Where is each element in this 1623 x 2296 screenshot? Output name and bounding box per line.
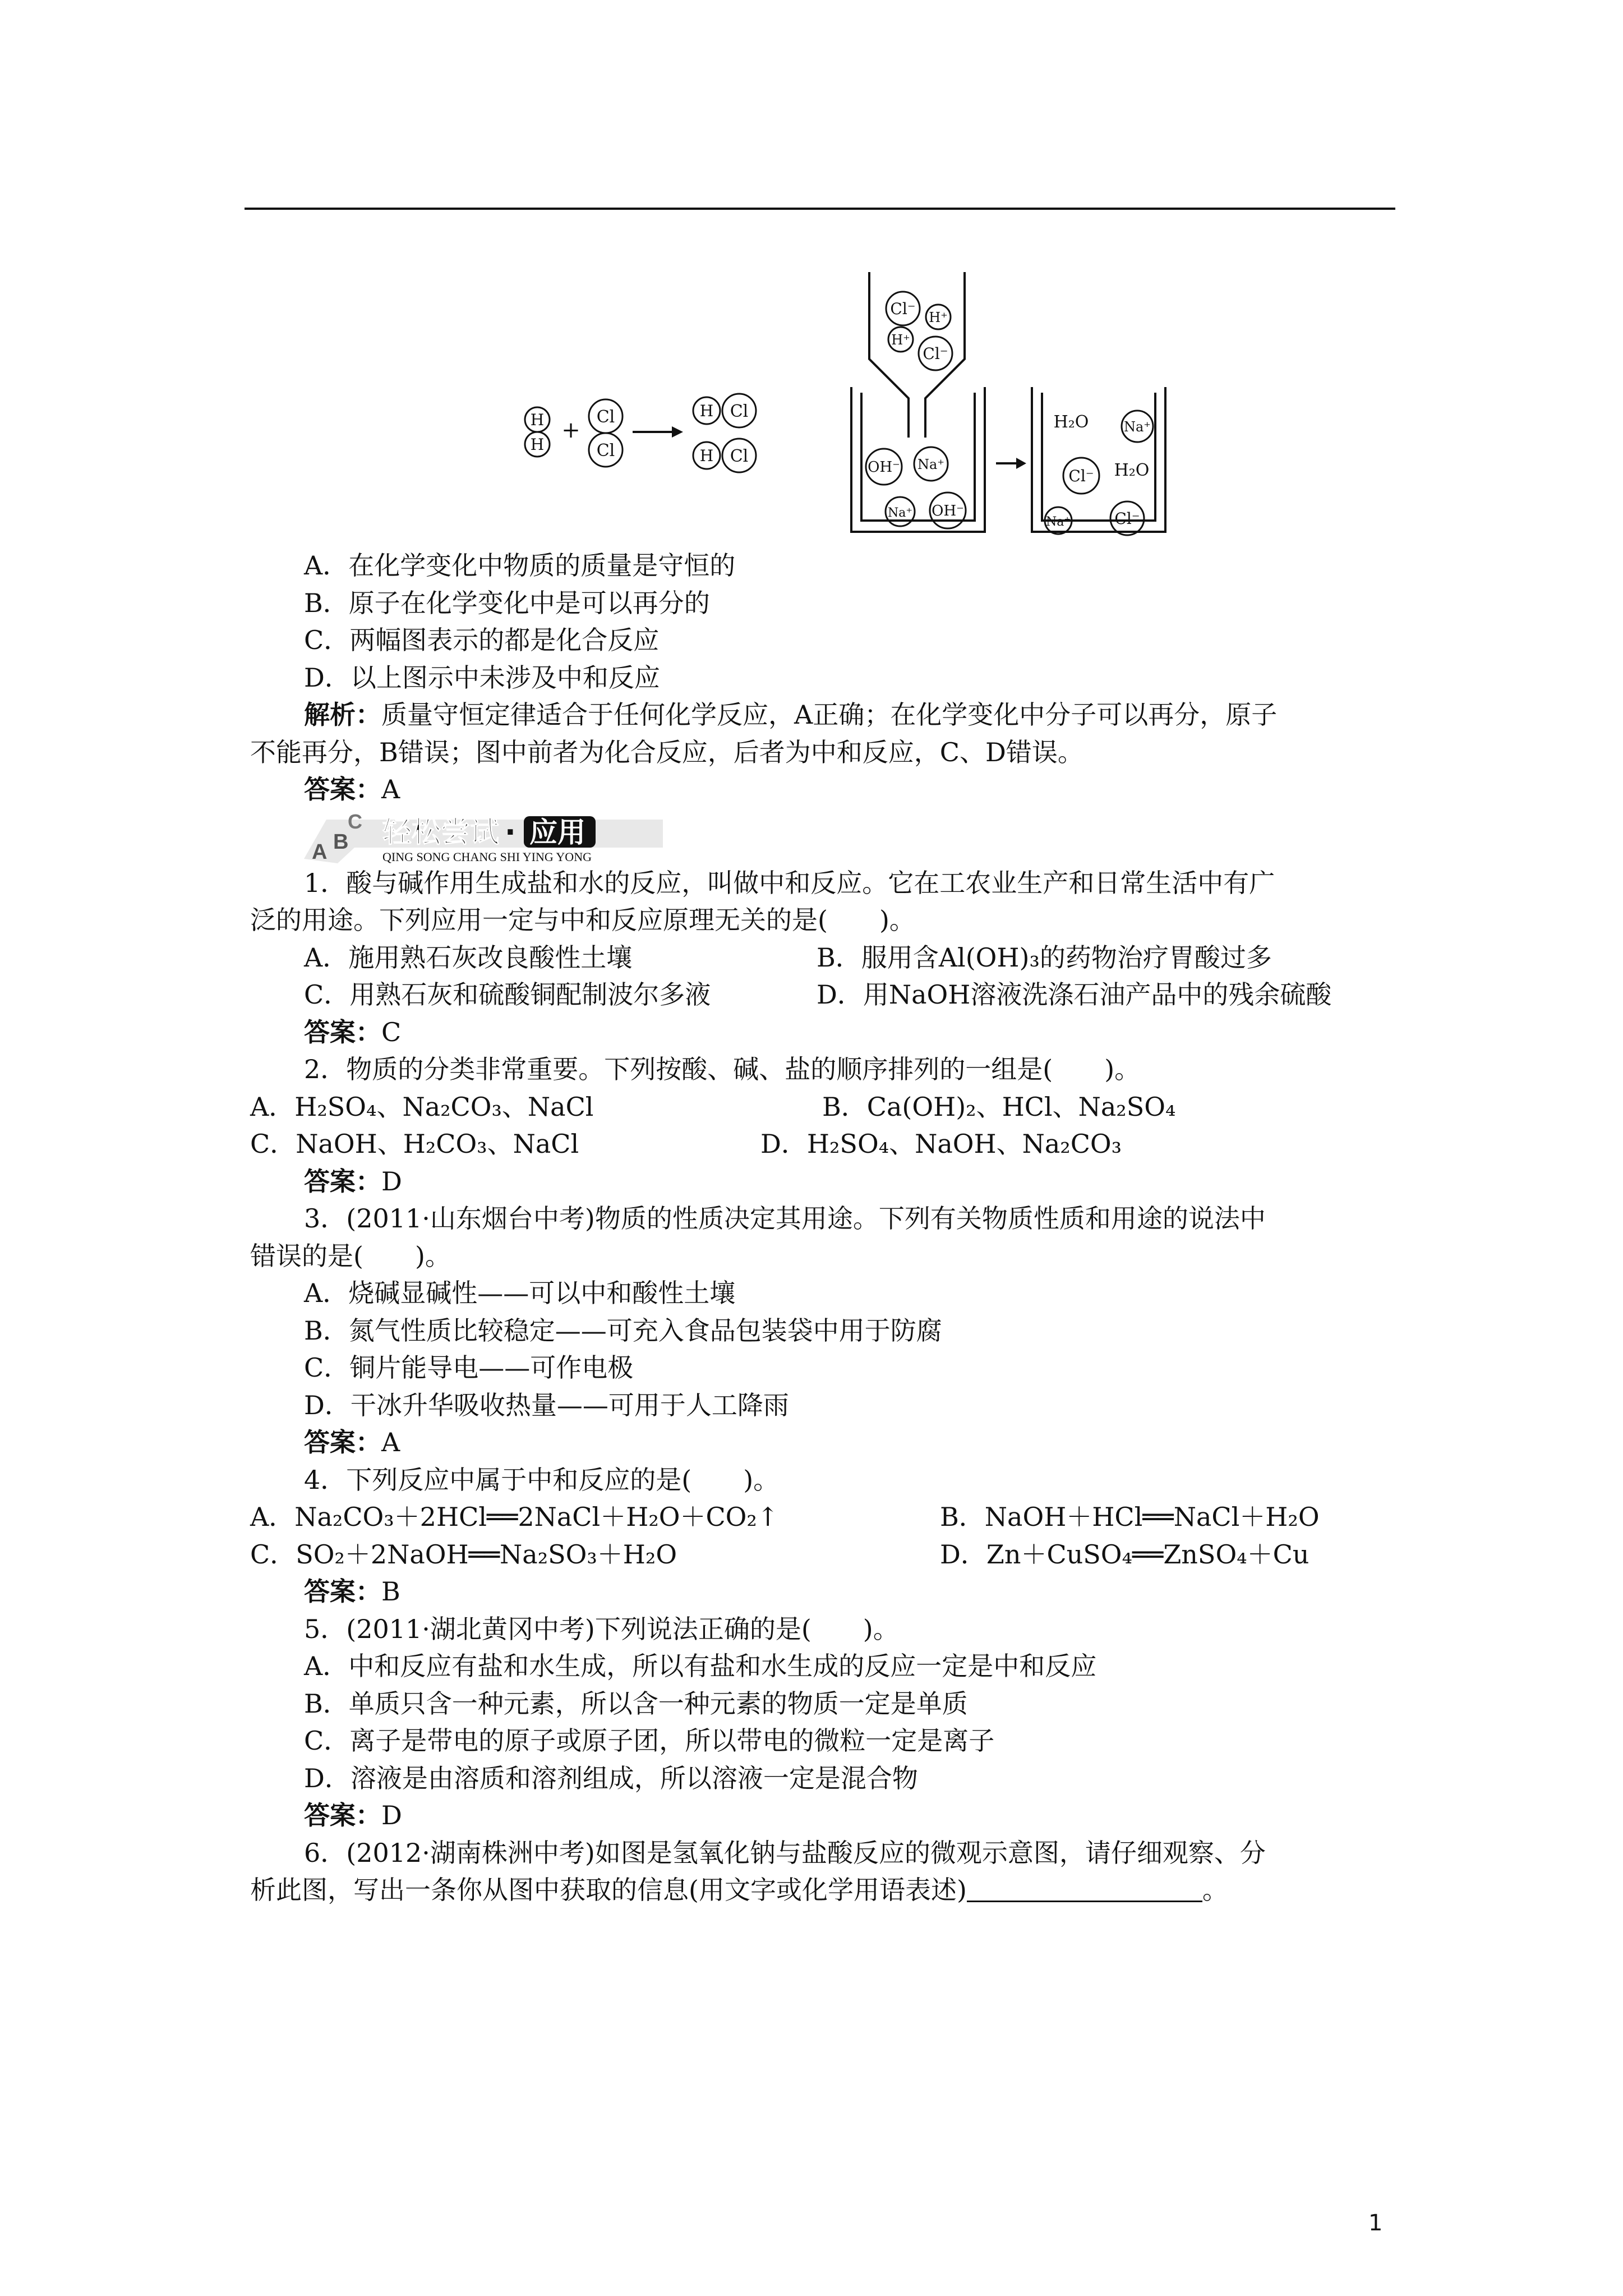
q1-answer	[250, 1014, 1396, 1051]
option-a: A．在化学变化中物质的质量是守恒的	[304, 550, 736, 581]
q3-option-a: A．烧碱显碱性——可以中和酸性土壤	[304, 1278, 736, 1308]
q6-stem: 6．(2012·湖南株洲中考)如图是氢氧化钠与盐酸反应的微观示意图，请仔细观察、分	[304, 1837, 1266, 1868]
q1-option-c: C．用熟石灰和硫酸铜配制波尔多液	[304, 979, 711, 1010]
answer-label: 答案：	[304, 1576, 381, 1607]
atom-label: Cl	[596, 407, 615, 427]
q5-option-b: B．单质只含一种元素，所以含一种元素的物质一定是单质	[304, 1688, 968, 1719]
ion-label: OH⁻	[868, 459, 900, 476]
analysis	[250, 696, 1396, 734]
logo-letter: C	[348, 809, 362, 833]
banner-dot: ·	[505, 815, 516, 849]
q4-option-b: B．NaOH＋HCl══NaCl＋H₂O	[940, 1502, 1320, 1532]
answer-value: D	[381, 1800, 402, 1830]
answer-label: 答案：	[304, 1800, 381, 1830]
analysis-label: 解析：	[304, 700, 381, 730]
q2-option-a: A．H₂SO₄、Na₂CO₃、NaCl	[250, 1091, 594, 1122]
q4-option-a: A．Na₂CO₃＋2HCl══2NaCl＋H₂O＋CO₂↑	[250, 1502, 779, 1532]
molecule-label: H₂O	[1053, 412, 1089, 432]
ion-label: Na⁺	[917, 457, 944, 472]
funnel	[869, 272, 965, 438]
answer-value: A	[381, 774, 400, 804]
q2-option-c: C．NaOH、H₂CO₃、NaCl	[250, 1129, 579, 1159]
q2-option-b: B．Ca(OH)₂、HCl、Na₂SO₄	[822, 1091, 1176, 1122]
q3-stem-cont: 错误的是( )。	[250, 1240, 451, 1271]
q6-text: 析此图，写出一条你从图中获取的信息(用文字或化学用语表述)	[250, 1875, 967, 1905]
q6-stem-cont	[250, 1871, 1396, 1909]
logo-letter: B	[333, 830, 349, 854]
atom-label: H	[699, 447, 714, 465]
atom-label: Cl	[730, 402, 749, 421]
ion-label: H⁺	[929, 310, 948, 325]
q1-option-d: D．用NaOH溶液洗涤石油产品中的残余硫酸	[817, 979, 1332, 1010]
answer	[250, 771, 1396, 808]
answer-value: A	[381, 1427, 400, 1457]
ion-label: Cl⁻	[1114, 509, 1140, 528]
answer-label: 答案：	[304, 1166, 381, 1197]
answer-label: 答案：	[304, 1016, 381, 1047]
q4-option-c: C．SO₂＋2NaOH══Na₂SO₃＋H₂O	[250, 1539, 677, 1570]
page-number: 1	[1368, 2210, 1383, 2236]
atom-label: H	[530, 435, 545, 454]
answer-label: 答案：	[304, 774, 381, 804]
q1-stem-cont: 泛的用途。下列应用一定与中和反应原理无关的是( )。	[250, 905, 915, 935]
q5-stem: 5．(2011·湖北黄冈中考)下列说法正确的是( )。	[304, 1613, 899, 1644]
option-d: D．以上图示中未涉及中和反应	[304, 662, 660, 693]
q1-option-b: B．服用含Al(OH)₃的药物治疗胃酸过多	[817, 942, 1272, 973]
beaker-2	[1032, 387, 1165, 532]
q4-option-d: D．Zn＋CuSO₄══ZnSO₄＋Cu	[940, 1539, 1310, 1570]
ion-label: OH⁻	[932, 503, 964, 519]
atom-label: H	[530, 411, 545, 429]
answer-value: D	[381, 1166, 402, 1197]
q3-option-c: C．铜片能导电——可作电极	[304, 1352, 634, 1383]
plus-sign: +	[561, 417, 580, 443]
ion-label: Na⁺	[1046, 515, 1071, 529]
section-logo	[304, 808, 663, 864]
analysis-text: 质量守恒定律适合于任何化学反应，A正确；在化学变化中分子可以再分，原子	[381, 700, 1278, 730]
q4-row-cd	[250, 1536, 1396, 1573]
banner-highlight: 应用	[529, 816, 585, 849]
atom-label: H	[699, 402, 714, 420]
ion-label: Na⁺	[888, 506, 912, 520]
q2-row-cd	[250, 1125, 1396, 1163]
section-banner	[250, 808, 1396, 864]
atom-label: Cl	[596, 441, 615, 461]
ion-label: H⁺	[891, 332, 910, 348]
answer-value: B	[381, 1576, 400, 1607]
q1-stem: 1．酸与碱作用生成盐和水的反应，叫做中和反应。它在工农业生产和日常生活中有广	[304, 867, 1275, 898]
q5-option-c: C．离子是带电的原子或原子团，所以带电的微粒一定是离子	[304, 1726, 995, 1756]
q3-answer	[250, 1424, 1396, 1461]
ion-label: Cl⁻	[1068, 467, 1094, 485]
q4-stem: 4．下列反应中属于中和反应的是( )。	[304, 1464, 780, 1495]
q1-row-ab	[250, 939, 1396, 977]
option-b: B．原子在化学变化中是可以再分的	[304, 587, 710, 618]
q4-row-ab	[250, 1498, 1396, 1536]
q5-option-d: D．溶液是由溶质和溶剂组成，所以溶液一定是混合物	[304, 1763, 918, 1793]
q2-option-d: D．H₂SO₄、NaOH、Na₂CO₃	[760, 1129, 1122, 1159]
banner-title: 轻松尝试	[382, 815, 500, 849]
ion-label: Cl⁻	[923, 344, 948, 363]
q5-option-a: A．中和反应有盐和水生成，所以有盐和水生成的反应一定是中和反应	[304, 1651, 1097, 1681]
q2-answer	[250, 1163, 1396, 1200]
document-body	[250, 547, 1396, 1909]
reaction-diagram	[505, 264, 1200, 555]
q2-row-ab	[250, 1088, 1396, 1126]
q2-stem: 2．物质的分类非常重要。下列按酸、碱、盐的顺序排列的一组是( )。	[304, 1054, 1141, 1084]
q1-row-cd	[250, 976, 1396, 1014]
q5-answer	[250, 1797, 1396, 1834]
q6-period: 。	[1202, 1875, 1228, 1905]
banner-pinyin: QING SONG CHANG SHI YING YONG	[382, 849, 592, 864]
q3-stem: 3．(2011·山东烟台中考)物质的性质决定其用途。下列有关物质性质和用途的说法中	[304, 1203, 1266, 1234]
option-c: C．两幅图表示的都是化合反应	[304, 625, 660, 655]
header-rule	[245, 208, 1395, 210]
answer-blank[interactable]	[967, 1875, 1202, 1902]
ion-label: Cl⁻	[890, 300, 916, 318]
answer-value: C	[381, 1016, 402, 1047]
q3-option-d: D．干冰升华吸收热量——可用于人工降雨	[304, 1389, 789, 1420]
answer-label: 答案：	[304, 1427, 381, 1457]
ion-label: Na⁺	[1124, 419, 1151, 435]
analysis-cont: 不能再分，B错误；图中前者为化合反应，后者为中和反应，C、D错误。	[250, 737, 1083, 767]
q3-option-b: B．氮气性质比较稳定——可充入食品包装袋中用于防腐	[304, 1315, 942, 1346]
q1-option-a: A．施用熟石灰改良酸性土壤	[304, 942, 633, 973]
molecule-label: H₂O	[1114, 461, 1150, 480]
q4-answer	[250, 1573, 1396, 1611]
logo-letter: A	[312, 840, 328, 864]
atom-label: Cl	[730, 447, 749, 466]
